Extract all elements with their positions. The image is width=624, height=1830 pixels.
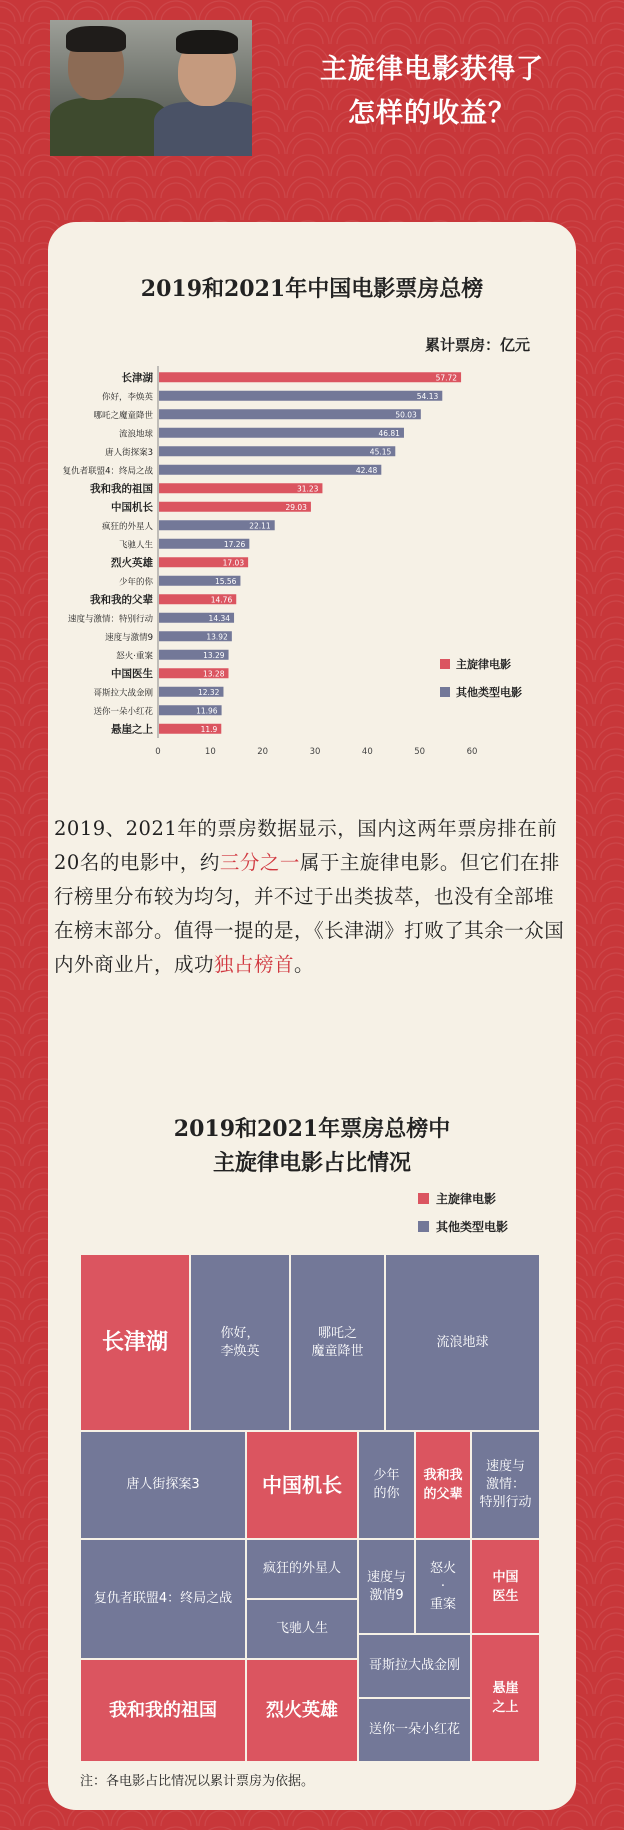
bar-category-label: 速度与激情：特别行动	[67, 614, 153, 625]
x-tick-label: 30	[309, 747, 321, 757]
legend-other	[418, 1218, 508, 1234]
bar-value-label: 13.29	[203, 650, 225, 660]
paragraph-text-3: 。	[294, 953, 315, 976]
legend-other-label: 其他类型电影	[436, 1219, 509, 1234]
paragraph-text-2: 属于主旋律电影。但它们在排行榜里分布较为均匀，并不过于出类拔萃，也没有全部堆在榜末部分。值得一提的是，《长津湖》打败了其余一众国内外商业片，成功	[54, 851, 565, 976]
bar-category-label: 长津湖	[121, 371, 153, 384]
page-title-line2: 怎样的收益？	[348, 98, 516, 129]
legend-main-label: 主旋律电影	[456, 658, 511, 671]
x-tick-label: 20	[257, 747, 269, 757]
x-tick-label: 60	[466, 747, 478, 757]
treemap-tile: 我和我的祖国	[80, 1659, 246, 1762]
bar-category-label: 疯狂的外星人	[101, 521, 153, 532]
bar	[159, 409, 421, 419]
bar-value-label: 54.13	[416, 391, 439, 401]
box-office-treemap	[80, 1254, 540, 1762]
legend-other-label: 其他类型电影	[456, 686, 522, 699]
bar-value-label: 45.15	[369, 447, 392, 457]
header-banner	[0, 0, 624, 200]
bar-value-label: 17.26	[223, 539, 246, 549]
bar-value-label: 17.03	[222, 558, 245, 568]
legend-main-label: 主旋律电影	[436, 1191, 497, 1206]
treemap-tile: 速度与 激情： 特别行动	[471, 1431, 540, 1539]
bar-value-label: 13.92	[206, 632, 228, 642]
legend-other-swatch	[440, 687, 450, 697]
treemap-tile: 少年 的你	[358, 1431, 415, 1539]
bar-value-label: 14.76	[210, 595, 233, 605]
box-office-bar-chart	[48, 362, 576, 787]
bar-category-label: 中国医生	[111, 667, 153, 680]
bar-chart-unit: 累计票房：亿元	[424, 336, 530, 354]
treemap-tile: 你好， 李焕英	[190, 1254, 290, 1431]
paragraph-highlight-2: 独占榜首	[214, 953, 295, 976]
x-tick-label: 0	[155, 747, 161, 757]
bar-category-label: 你好，李焕英	[101, 392, 153, 403]
treemap-tile: 复仇者联盟4：终局之战	[80, 1539, 246, 1659]
x-tick-label: 50	[414, 747, 426, 757]
analysis-paragraph	[54, 812, 572, 982]
bar-chart-title: 2019和2021年中国电影票房总榜	[140, 276, 484, 302]
paragraph-text-1: 2019、2021年的票房数据显示，国内这两年票房排在前20名的电影中，约	[54, 817, 558, 874]
footnote: 注：各电影占比情况以累计票房为依据。	[80, 1774, 315, 1789]
bar-category-label: 哥斯拉大战金刚	[93, 688, 153, 699]
bar-category-label: 悬崖之上	[111, 723, 153, 736]
legend-other-swatch	[418, 1221, 429, 1232]
page-title-line1: 主旋律电影获得了	[320, 54, 544, 85]
treemap-tile: 哥斯拉大战金刚	[358, 1634, 471, 1698]
bar-category-label: 我和我的祖国	[90, 482, 153, 495]
bar-category-label: 速度与激情9	[105, 632, 153, 643]
treemap-tile: 送你一朵小红花	[358, 1698, 471, 1762]
treemap-legend	[418, 1190, 508, 1246]
treemap-tile: 怒火 · 重案	[415, 1539, 471, 1634]
treemap-tile: 悬崖 之上	[471, 1634, 540, 1762]
bar-value-label: 22.11	[249, 521, 271, 531]
treemap-tile: 哪吒之 魔童降世	[290, 1254, 385, 1431]
bar-value-label: 12.32	[197, 687, 220, 697]
treemap-tile: 速度与 激情9	[358, 1539, 415, 1634]
bar-value-label: 15.56	[214, 576, 237, 586]
bar-category-label: 哪吒之魔童降世	[93, 410, 153, 421]
treemap-title-line2: 主旋律电影占比情况	[212, 1150, 411, 1176]
bar-category-label: 我和我的父辈	[90, 593, 153, 606]
x-tick-label: 40	[361, 747, 373, 757]
bar	[159, 372, 461, 382]
treemap-tile: 中国机长	[246, 1431, 358, 1539]
legend-main-swatch	[440, 659, 450, 669]
bar-value-label: 46.81	[378, 428, 400, 438]
treemap-tile: 烈火英雄	[246, 1659, 358, 1762]
page-title	[262, 48, 602, 136]
treemap-title-line1: 2019和2021年票房总榜中	[173, 1116, 451, 1142]
treemap-tile: 流浪地球	[385, 1254, 540, 1431]
treemap-tile: 疯狂的外星人	[246, 1539, 358, 1599]
bar	[159, 446, 395, 456]
treemap-tile: 飞驰人生	[246, 1599, 358, 1659]
bar-category-label: 怒火·重案	[116, 651, 153, 662]
film-still-image	[50, 20, 252, 156]
bar-value-label: 29.03	[285, 502, 307, 512]
legend-main-swatch	[418, 1193, 429, 1204]
treemap-tile: 唐人街探案3	[80, 1431, 246, 1539]
treemap-tile: 中国 医生	[471, 1539, 540, 1634]
bar-value-label: 11.96	[196, 706, 218, 716]
bar	[159, 465, 381, 475]
bar-category-label: 流浪地球	[118, 429, 153, 440]
x-tick-label: 10	[204, 747, 216, 757]
content-card	[48, 222, 576, 1810]
bar-value-label: 50.03	[395, 410, 417, 420]
bar-value-label: 11.9	[200, 724, 218, 734]
legend-main	[418, 1190, 508, 1206]
treemap-title	[48, 1112, 576, 1180]
bar-category-label: 复仇者联盟4：终局之战	[62, 466, 153, 477]
bar-value-label: 13.28	[203, 669, 225, 679]
bar	[159, 428, 404, 438]
bar-category-label: 唐人街探案3	[105, 447, 153, 458]
paragraph-highlight-1: 三分之一	[219, 851, 300, 874]
bar	[159, 391, 442, 401]
bar-value-label: 42.48	[355, 465, 378, 475]
bar-category-label: 飞驰人生	[118, 540, 153, 551]
treemap-tile: 我和我 的父辈	[415, 1431, 471, 1539]
treemap-tile: 长津湖	[80, 1254, 190, 1431]
bar-value-label: 31.23	[296, 484, 319, 494]
bar-category-label: 少年的你	[118, 577, 153, 588]
bar-value-label: 57.72	[435, 373, 458, 383]
bar-value-label: 14.34	[208, 613, 231, 623]
bar-category-label: 中国机长	[111, 501, 153, 514]
bar-category-label: 烈火英雄	[111, 556, 153, 569]
bar-category-label: 送你一朵小红花	[93, 706, 153, 717]
